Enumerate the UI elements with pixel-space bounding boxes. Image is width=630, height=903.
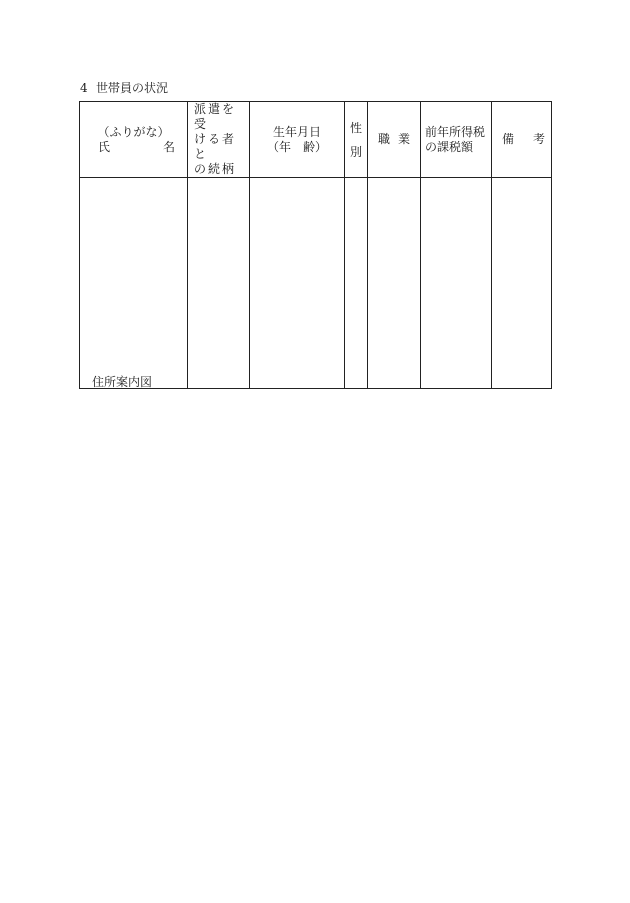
address-map-label: 住所案内図 [92, 375, 153, 389]
header-relation-line3: の続柄 [194, 162, 237, 176]
header-birthdate-line1: 生年月日 [272, 124, 321, 139]
header-income-tax-line1: 前年所得税 [425, 124, 486, 139]
cell-name[interactable] [80, 178, 188, 389]
header-remarks-char2: 考 [532, 132, 545, 146]
header-occupation-char1: 職 [378, 132, 391, 146]
header-relation [188, 102, 250, 178]
cell-remarks[interactable] [492, 178, 552, 389]
header-sex [345, 102, 368, 178]
header-occupation-char2: 業 [397, 132, 410, 146]
header-sex-line1: 性 [349, 120, 362, 135]
header-name-label-a: 氏 [98, 139, 111, 154]
household-members-table [79, 101, 552, 389]
header-sex-line2: 別 [349, 144, 362, 159]
cell-sex[interactable] [345, 178, 368, 389]
header-relation-line1: 派遣を受 [194, 102, 237, 131]
header-name [80, 102, 188, 178]
header-name-ruby: （ふりがな） [97, 124, 170, 139]
cell-birthdate[interactable] [250, 178, 345, 389]
header-name-label-b: 名 [162, 139, 175, 154]
header-occupation [368, 102, 421, 178]
table-row [80, 178, 552, 389]
header-income-tax-line2: の課税額 [425, 139, 474, 154]
header-birthdate [250, 102, 345, 178]
header-remarks [492, 102, 552, 178]
table-header-row [80, 102, 552, 178]
cell-relation[interactable] [188, 178, 250, 389]
section-title: 世帯員の状況 [96, 81, 169, 95]
section-number: 4 [80, 81, 88, 95]
header-relation-line2: ける者と [194, 132, 237, 161]
header-remarks-char1: 備 [502, 132, 515, 146]
header-income-tax [421, 102, 492, 178]
section-heading [80, 80, 168, 96]
cell-income-tax[interactable] [421, 178, 492, 389]
cell-occupation[interactable] [368, 178, 421, 389]
header-birthdate-line2: （年 齢） [266, 139, 327, 154]
